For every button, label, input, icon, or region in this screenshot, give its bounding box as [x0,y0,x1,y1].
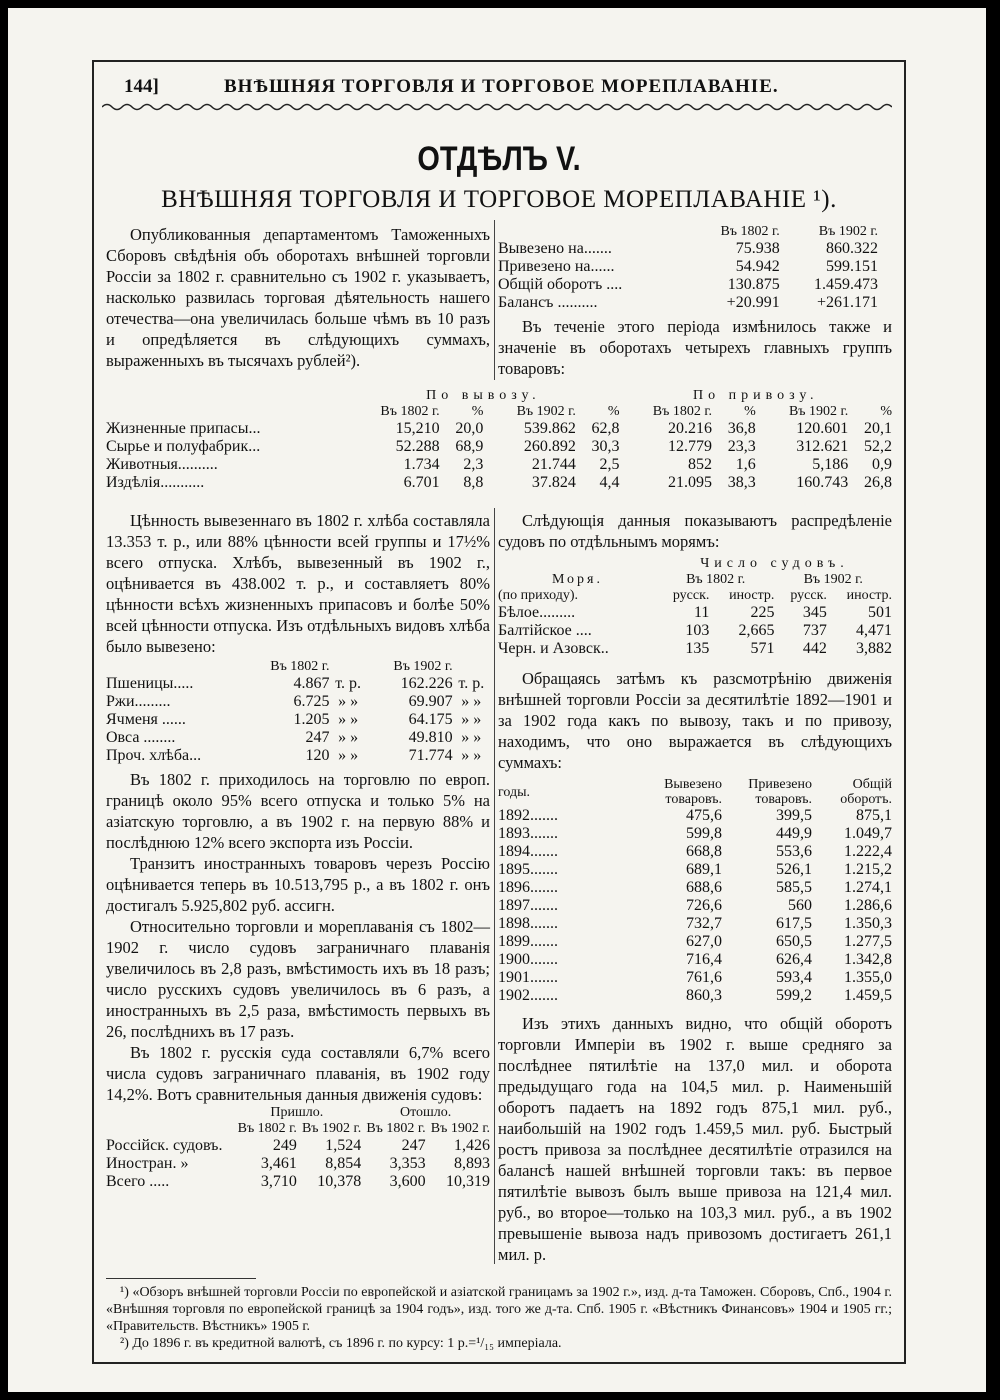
ships-table: Пришло. Отошло. Въ 1802 г. Въ 1902 г. Въ 1802 г. Въ 1902 г. Россійск. судовъ. 249 1,524 247 1,426 Иностран. » 3,461 8,854 3,353 8,893 Всего ..... 3,710 10,378 3,600 10,319 [106,1105,490,1190]
intro-paragraph: Опубликованныя департаментомъ Таможенныхъ Сборовъ свѣдѣнія объ оборотахъ внѣшней торговли Россіи за 1802 г. сравнительно съ 1902 г. указываетъ, насколько развилась торговая дѣятельность нашего отечества—она увеличилась больше чѣмъ въ 10 разъ и опредѣляется въ слѣдующихъ суммахъ, выраженныхъ въ тысячахъ рублей²). [106,225,490,370]
table-row: 1896....... 688,6 585,5 1.274,1 [498,879,892,896]
table-row: Овса ........ 247 » » 49.810 » » [106,729,482,746]
groups-table-block [106,388,892,492]
footnote: ¹) «Обзоръ внѣшней торговли Россіи по европейской и азіатской границамъ за 1902 г.», изд. д-та Таможен. Сборовъ, Спб., 1904 г. «Внѣшняя торговля по европейской границѣ за 1904 годъ», изд. того же д-та. Спб. 1905 г. «Вѣстникъ Финансовъ» 1904 и 1905 гг.; «Правительств. Вѣстникъ» 1905 г. [106,1285,892,1334]
table-row: Проч. хлѣба... 120 » » 71.774 » » [106,747,482,764]
table-row: Сырье и полуфабрик... 52.288 68,9 260.892 30,3 12.779 23,3 312.621 52,2 [106,438,892,455]
russian-ships-paragraph: Въ 1802 г. русскія суда составляли 6,7% всего числа судовъ заграничнаго плаванія, въ 1902 году 14,2%. Вотъ сравнительныя данныя движенія судовъ: [106,1043,490,1104]
footnote-rule [106,1278,256,1279]
page-frame [92,60,906,1364]
table-row: 1894....... 668,8 553,6 1.222,4 [498,843,892,860]
running-title: ВНѢШНЯЯ ТОРГОВЛЯ И ТОРГОВОЕ МОРЕПЛАВАНІЕ. [224,76,779,97]
table-row: Ржи......... 6.725 » » 69.907 » » [106,693,482,710]
table-row: Иностран. » 3,461 8,854 3,353 8,893 [106,1155,490,1172]
trade-table-block [498,224,892,379]
conclusion-paragraph: Изъ этихъ данныхъ видно, что общій оборотъ торговли Имперіи въ 1902 г. выше средняго за послѣднее пятилѣтіе на 137,0 мил. и оборота предыдущаго года на 104,5 мил. р. Наименьшій оборотъ падаетъ на 1892 годъ 875,1 мил. руб., наибольшій на 1902 годъ 1.459,5 мил. руб. Быстрый ростъ привоза за послѣднее десятилѣтіе отразился на балансѣ нашей внѣшней торговли такъ: въ первое пятилѣтіе вывозъ былъ выше привоза на 121,4 мил. руб., во второе—только на 103,3 мил. руб., а въ 1902 превышеніе вывоза надъ привозомъ достигаетъ 261,1 мил. р. [498,1014,892,1264]
transit-paragraph: Транзитъ иностранныхъ товаровъ черезъ Россію оцѣнивается теперь въ 10.513,795 р., а въ 1802 г. онъ достигалъ 5.925,802 руб. ассигн. [106,854,490,915]
groups-table: По вывозу. По привозу. Въ 1802 г. % Въ 1902 г. % Въ 1802 г. % Въ 1902 г. % Жизненные припасы... 15,210 20,0 539.862 62,8 20.216 36,8 120.601 20,1 Сырье и полуфабрик... 52.288 68,9 260.892 30,3 12.779 23,3 312.621 52,2 Животныя.......... 1.734 2,3 21.744 2,5 852 1,6 5,186 0,9 Издѣлія........... 6.701 8,8 37.824 4,4 21.095 38,3 160.743 26,8 [106,388,892,491]
table-row: 1898....... 732,7 617,5 1.350,3 [498,915,892,932]
table-row: Издѣлія........... 6.701 8,8 37.824 4,4 21.095 38,3 160.743 26,8 [106,474,892,491]
table-row: Жизненные припасы... 15,210 20,0 539.862 62,8 20.216 36,8 120.601 20,1 [106,420,892,437]
seas-paragraph: Слѣдующія данныя показываютъ распредѣленіе судовъ по отдѣльнымъ морямъ: [498,511,892,551]
table-row: Привезено на...... 54.942 599.151 [498,258,878,275]
table-row: Вывезено на....... 75.938 860.322 [498,240,878,257]
table-row: Пшеницы..... 4.867 т. р. 162.226 т. р. [106,675,485,692]
table-row: 1893....... 599,8 449,9 1.049,7 [498,825,892,842]
table-row: Всего ..... 3,710 10,378 3,600 10,319 [106,1173,490,1190]
trade-table: Въ 1802 г. Въ 1902 г. Вывезено на....... 75.938 860.322 Привезено на...... 54.942 599.151 Общій оборотъ .... 130.875 1.459.473 Балансъ .......... +20.991 +261.171 [498,224,878,311]
section-label: ОТДѢЛЪ V. [417,140,581,178]
table-row: 1895....... 689,1 526,1 1.215,2 [498,861,892,878]
table-row: Россійск. судовъ. 249 1,524 247 1,426 [106,1137,490,1154]
table-row: Животныя.......... 1.734 2,3 21.744 2,5 852 1,6 5,186 0,9 [106,456,892,473]
footnotes [106,1284,892,1352]
turnover-table: годы. Вывезено товаровъ. Привезено товаровъ. Общій оборотъ. 1892....... 475,6 399,5 875,1 1893....... 599,8 449,9 1.049,7 1894....... 668,8 553,6 1.222,4 1895....... 689,1 526,1 1.215,2 1896....... 688,6 585,5 1.274,1 1897....... 726,6 560 1.286,6 1898....... 732,7 617,5 1.350,3 1899....... 627,0 650,5 1.277,5 1900....... 716,4 626,4 1.342,8 1901....... 761,6 593,4 1.355,0 1902....... 860,3 599,2 1.459,5 [498,777,892,1004]
export-share-paragraph: Въ 1802 г. приходилось на торговлю по европ. границѣ около 95% всего отпуска и только 5% на азіатскую торговлю, а въ 1902 г. на первую 88% и послѣднюю 12% всего экспорта изъ Россіи. [106,770,490,852]
table-row: 1892....... 475,6 399,5 875,1 [498,807,892,824]
table-row: Балансъ .......... +20.991 +261.171 [498,294,878,311]
turnover-paragraph: Обращаясь затѣмъ къ разсмотрѣнію движенія внѣшней торговли Россіи за десятилѣтіе 1892—1901 и за 1902 года какъ по вывозу, такъ и по привозу, находимъ, что оно выражается въ слѣдующихъ суммахъ: [498,669,892,772]
table-row: Черн. и Азовск.. 135 571 442 3,882 [498,640,892,657]
shipping-paragraph: Относительно торговли и мореплаванія съ 1802—1902 г. число судовъ заграничнаго плаванія увеличилось въ 2,8 разъ, вмѣстимость ихъ въ 18 разъ; число русскихъ судовъ увеличилось въ 6 разъ, а иностранныхъ въ 2,5 раза, вмѣстимость первыхъ въ 26, послѣднихъ въ 17 разъ. [106,917,490,1041]
table-row: 1897....... 726,6 560 1.286,6 [498,897,892,914]
left-column [106,510,490,1191]
section-title: ВНѢШНЯЯ ТОРГОВЛЯ И ТОРГОВОЕ МОРЕПЛАВАНІЕ ¹). [161,186,837,213]
footnote: ²) До 1896 г. въ кредитной валютѣ, съ 1896 г. по курсу: 1 р.=¹/₁₅ имперіала. [120,1336,562,1351]
table-row: Ячменя ...... 1.205 » » 64.175 » » [106,711,482,728]
table-row: 1899....... 627,0 650,5 1.277,5 [498,933,892,950]
page [8,8,986,1392]
page-number: 144] [124,76,159,97]
table-row: 1902....... 860,3 599,2 1.459,5 [498,987,892,1004]
wavy-rule [102,102,892,112]
table-row: Бѣлое......... 11 225 345 501 [498,604,892,621]
table-row: Общій оборотъ .... 130.875 1.459.473 [498,276,878,293]
column-divider [494,508,495,1264]
table-row: 1900....... 716,4 626,4 1.342,8 [498,951,892,968]
grain-paragraph: Цѣнность вывезеннаго въ 1802 г. хлѣба составляла 13.353 т. р., или 88% цѣнности всей группы и 17½% всего отпуска. Хлѣбъ, вывезенный въ 1902 г., оцѣнивается въ 438.002 т. р., и составляетъ 80% цѣнности всѣхъ жизненныхъ припасовъ и болѣе 50% всей цѣнности отпуска. Изъ отдѣльныхъ видовъ хлѣба было вывезено: [106,511,490,656]
right-column [498,510,892,1265]
seas-table: Число судовъ. Моря. Въ 1802 г. Въ 1902 г. (по приходу). русск. иностр. русск. иностр. Бѣлое......... 11 225 345 501 Балтійское .... 103 2,665 737 4,471 Черн. и Азовск.. 135 571 442 3,882 [498,556,892,657]
column-divider [494,220,495,380]
table-row: 1901....... 761,6 593,4 1.355,0 [498,969,892,986]
change-paragraph: Въ теченіе этого періода измѣнилось также и значеніе въ оборотахъ четырехъ главныхъ группъ товаровъ: [498,317,892,378]
grain-table: Въ 1802 г. Въ 1902 г. Пшеницы..... 4.867 т. р. 162.226 т. р. Ржи......... 6.725 » » 69.907 » » Ячменя ...... 1.205 » » 64.175 » » Овса ........ 247 » » 49.810 » » Проч. хлѣба... 120 » » 71.774 » » [106,659,490,765]
table-row: Балтійское .... 103 2,665 737 4,471 [498,622,892,639]
